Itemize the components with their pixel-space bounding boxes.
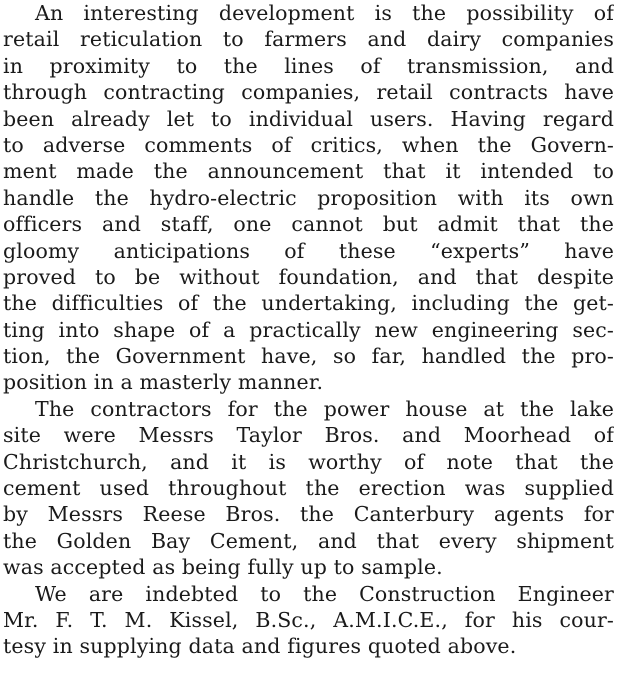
- text-line: site were Messrs Taylor Bros. and Moorhead of: [3, 423, 614, 448]
- paragraph-development: [3, 0, 614, 396]
- text-line: cement used throughout the erection was supplied: [3, 476, 614, 501]
- text-line: to adverse comments of critics, when the Govern-: [3, 132, 614, 157]
- text-line: in proximity to the lines of transmission, and: [3, 53, 614, 78]
- text-line: We are indebted to the Construction Engineer: [35, 581, 614, 606]
- text-line: was accepted as being fully up to sample.: [3, 555, 443, 580]
- text-line: tesy in supplying data and figures quoted above.: [3, 634, 517, 659]
- text-line: gloomy anticipations of these “experts” have: [3, 238, 614, 263]
- text-line: ment made the announcement that it intended to: [3, 159, 614, 184]
- text-line: ting into shape of a practically new engineering sec-: [3, 317, 614, 342]
- text-line: Christchurch, and it is worthy of note that the: [3, 449, 614, 474]
- text-line: proved to be without foundation, and that despite: [3, 264, 614, 289]
- paragraph-acknowledgement: [3, 581, 614, 660]
- text-line: An interesting development is the possibility of: [35, 1, 614, 25]
- text-line: handle the hydro-electric proposition with its own: [3, 185, 614, 210]
- text-line: tion, the Government have, so far, handled the pro-: [3, 344, 614, 369]
- text-line: by Messrs Reese Bros. the Canterbury agents for: [3, 502, 614, 527]
- text-line: been already let to individual users. Having regard: [3, 106, 614, 131]
- text-line: The contractors for the power house at the lake: [35, 396, 614, 421]
- article-column: [3, 0, 614, 660]
- paragraph-contractors: [3, 396, 614, 581]
- text-line: Mr. F. T. M. Kissel, B.Sc., A.M.I.C.E., for his cour-: [3, 607, 614, 632]
- text-line: the Golden Bay Cement, and that every shipment: [3, 528, 614, 553]
- text-line: position in a masterly manner.: [3, 370, 324, 395]
- text-line: officers and staff, one cannot but admit that the: [3, 212, 614, 237]
- text-line: retail reticulation to farmers and dairy companies: [3, 27, 614, 52]
- text-line: the difficulties of the undertaking, including the get-: [3, 291, 614, 316]
- text-line: through contracting companies, retail contracts have: [3, 80, 614, 105]
